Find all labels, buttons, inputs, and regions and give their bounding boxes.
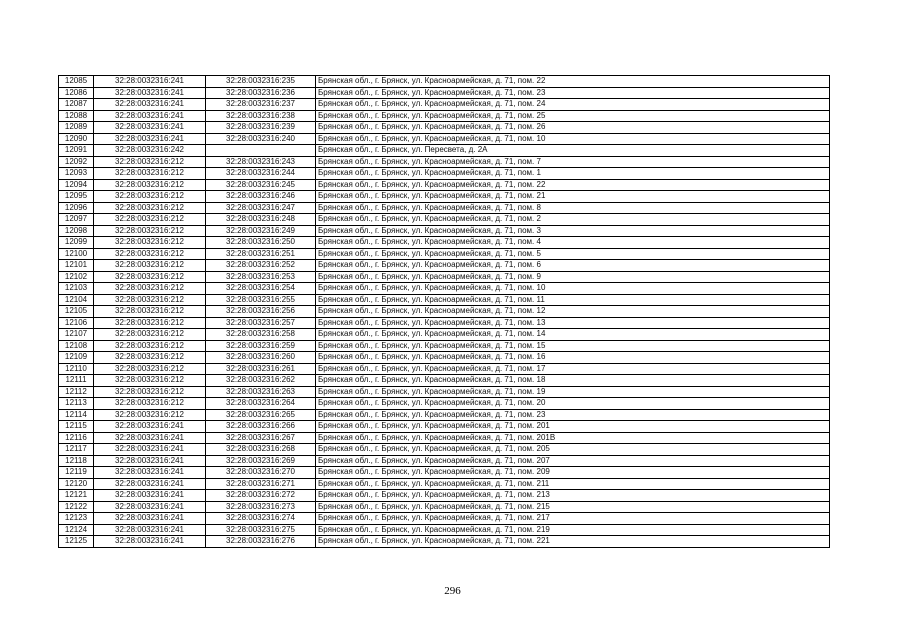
parent-cadastral-number-cell: 32:28:0032316:212	[94, 214, 206, 226]
address-cell: Брянская обл., г. Брянск, ул. Красноармейская, д. 71, пом. 3	[316, 225, 830, 237]
row-number-cell: 12106	[59, 317, 94, 329]
parent-cadastral-number-cell: 32:28:0032316:242	[94, 145, 206, 157]
cadastral-number-cell: 32:28:0032316:258	[206, 329, 316, 341]
cadastral-number-cell: 32:28:0032316:254	[206, 283, 316, 295]
row-number-cell: 12113	[59, 398, 94, 410]
address-cell: Брянская обл., г. Брянск, ул. Красноармейская, д. 71, пом. 10	[316, 283, 830, 295]
cadastral-number-cell: 32:28:0032316:252	[206, 260, 316, 272]
row-number-cell: 12108	[59, 340, 94, 352]
cadastral-number-cell: 32:28:0032316:262	[206, 375, 316, 387]
row-number-cell: 12094	[59, 179, 94, 191]
cadastral-number-cell: 32:28:0032316:249	[206, 225, 316, 237]
cadastral-number-cell: 32:28:0032316:245	[206, 179, 316, 191]
address-cell: Брянская обл., г. Брянск, ул. Красноармейская, д. 71, пом. 4	[316, 237, 830, 249]
row-number-cell: 12087	[59, 99, 94, 111]
cadastral-number-cell: 32:28:0032316:255	[206, 294, 316, 306]
row-number-cell: 12111	[59, 375, 94, 387]
row-number-cell: 12098	[59, 225, 94, 237]
cadastral-number-cell: 32:28:0032316:235	[206, 76, 316, 88]
cadastral-number-cell: 32:28:0032316:274	[206, 513, 316, 525]
cadastral-number-cell: 32:28:0032316:247	[206, 202, 316, 214]
cadastral-number-cell: 32:28:0032316:257	[206, 317, 316, 329]
parent-cadastral-number-cell: 32:28:0032316:212	[94, 248, 206, 260]
cadastral-number-cell: 32:28:0032316:251	[206, 248, 316, 260]
table-row	[59, 329, 830, 341]
cadastral-number-cell: 32:28:0032316:269	[206, 455, 316, 467]
cadastral-number-cell: 32:28:0032316:244	[206, 168, 316, 180]
parent-cadastral-number-cell: 32:28:0032316:241	[94, 76, 206, 88]
address-cell: Брянская обл., г. Брянск, ул. Красноармейская, д. 71, пом. 217	[316, 513, 830, 525]
row-number-cell: 12114	[59, 409, 94, 421]
table-row	[59, 214, 830, 226]
address-cell: Брянская обл., г. Брянск, ул. Красноармейская, д. 71, пом. 215	[316, 501, 830, 513]
cadastral-number-cell: 32:28:0032316:271	[206, 478, 316, 490]
parent-cadastral-number-cell: 32:28:0032316:212	[94, 398, 206, 410]
address-cell: Брянская обл., г. Брянск, ул. Красноармейская, д. 71, пом. 11	[316, 294, 830, 306]
parent-cadastral-number-cell: 32:28:0032316:212	[94, 386, 206, 398]
cadastral-number-cell: 32:28:0032316:260	[206, 352, 316, 364]
table-row	[59, 237, 830, 249]
table-row	[59, 87, 830, 99]
cadastral-number-cell: 32:28:0032316:240	[206, 133, 316, 145]
address-cell: Брянская обл., г. Брянск, ул. Красноармейская, д. 71, пом. 25	[316, 110, 830, 122]
address-cell: Брянская обл., г. Брянск, ул. Пересвета, д. 2А	[316, 145, 830, 157]
address-cell: Брянская обл., г. Брянск, ул. Красноармейская, д. 71, пом. 24	[316, 99, 830, 111]
cadastral-number-cell: 32:28:0032316:238	[206, 110, 316, 122]
cadastral-number-cell: 32:28:0032316:272	[206, 490, 316, 502]
address-cell: Брянская обл., г. Брянск, ул. Красноармейская, д. 71, пом. 9	[316, 271, 830, 283]
parent-cadastral-number-cell: 32:28:0032316:212	[94, 202, 206, 214]
row-number-cell: 12101	[59, 260, 94, 272]
table-row	[59, 375, 830, 387]
row-number-cell: 12095	[59, 191, 94, 203]
row-number-cell: 12105	[59, 306, 94, 318]
row-number-cell: 12119	[59, 467, 94, 479]
table-row	[59, 248, 830, 260]
address-cell: Брянская обл., г. Брянск, ул. Красноармейская, д. 71, пом. 6	[316, 260, 830, 272]
address-cell: Брянская обл., г. Брянск, ул. Красноармейская, д. 71, пом. 23	[316, 409, 830, 421]
table-row	[59, 501, 830, 513]
cadastral-number-cell: 32:28:0032316:237	[206, 99, 316, 111]
row-number-cell: 12100	[59, 248, 94, 260]
cadastral-number-cell: 32:28:0032316:265	[206, 409, 316, 421]
cadastral-number-cell: 32:28:0032316:236	[206, 87, 316, 99]
address-cell: Брянская обл., г. Брянск, ул. Красноармейская, д. 71, пом. 5	[316, 248, 830, 260]
cadastral-number-cell: 32:28:0032316:243	[206, 156, 316, 168]
parent-cadastral-number-cell: 32:28:0032316:241	[94, 444, 206, 456]
cadastral-number-cell: 32:28:0032316:264	[206, 398, 316, 410]
row-number-cell: 12110	[59, 363, 94, 375]
cadastral-number-cell: 32:28:0032316:256	[206, 306, 316, 318]
address-cell: Брянская обл., г. Брянск, ул. Красноармейская, д. 71, пом. 1	[316, 168, 830, 180]
parent-cadastral-number-cell: 32:28:0032316:212	[94, 340, 206, 352]
page-number: 296	[444, 585, 461, 597]
table-row	[59, 179, 830, 191]
parent-cadastral-number-cell: 32:28:0032316:241	[94, 110, 206, 122]
address-cell: Брянская обл., г. Брянск, ул. Красноармейская, д. 71, пом. 23	[316, 87, 830, 99]
row-number-cell: 12099	[59, 237, 94, 249]
row-number-cell: 12115	[59, 421, 94, 433]
cadastral-number-cell: 32:28:0032316:267	[206, 432, 316, 444]
table-row	[59, 145, 830, 157]
table-row	[59, 444, 830, 456]
address-cell: Брянская обл., г. Брянск, ул. Красноармейская, д. 71, пом. 209	[316, 467, 830, 479]
parent-cadastral-number-cell: 32:28:0032316:212	[94, 225, 206, 237]
table-row	[59, 386, 830, 398]
address-cell: Брянская обл., г. Брянск, ул. Красноармейская, д. 71, пом. 18	[316, 375, 830, 387]
cadastral-number-cell: 32:28:0032316:250	[206, 237, 316, 249]
parent-cadastral-number-cell: 32:28:0032316:241	[94, 421, 206, 433]
table-row	[59, 156, 830, 168]
parent-cadastral-number-cell: 32:28:0032316:241	[94, 490, 206, 502]
address-cell: Брянская обл., г. Брянск, ул. Красноармейская, д. 71, пом. 213	[316, 490, 830, 502]
parent-cadastral-number-cell: 32:28:0032316:212	[94, 179, 206, 191]
table-row	[59, 294, 830, 306]
table-row	[59, 317, 830, 329]
parent-cadastral-number-cell: 32:28:0032316:212	[94, 283, 206, 295]
table-row	[59, 76, 830, 88]
address-cell: Брянская обл., г. Брянск, ул. Красноармейская, д. 71, пом. 22	[316, 179, 830, 191]
cadastral-number-cell: 32:28:0032316:275	[206, 524, 316, 536]
cadastral-number-cell: 32:28:0032316:253	[206, 271, 316, 283]
parent-cadastral-number-cell: 32:28:0032316:241	[94, 122, 206, 134]
table-row	[59, 133, 830, 145]
row-number-cell: 12109	[59, 352, 94, 364]
parent-cadastral-number-cell: 32:28:0032316:241	[94, 455, 206, 467]
row-number-cell: 12102	[59, 271, 94, 283]
row-number-cell: 12118	[59, 455, 94, 467]
table-row	[59, 168, 830, 180]
row-number-cell: 12112	[59, 386, 94, 398]
address-cell: Брянская обл., г. Брянск, ул. Красноармейская, д. 71, пом. 2	[316, 214, 830, 226]
cadastral-number-cell: 32:28:0032316:248	[206, 214, 316, 226]
parent-cadastral-number-cell: 32:28:0032316:212	[94, 156, 206, 168]
address-cell: Брянская обл., г. Брянск, ул. Красноармейская, д. 71, пом. 14	[316, 329, 830, 341]
cadastral-number-cell: 32:28:0032316:268	[206, 444, 316, 456]
cadastral-number-cell: 32:28:0032316:266	[206, 421, 316, 433]
row-number-cell: 12086	[59, 87, 94, 99]
parent-cadastral-number-cell: 32:28:0032316:212	[94, 168, 206, 180]
table-row	[59, 513, 830, 525]
registry-table-body	[59, 76, 830, 548]
parent-cadastral-number-cell: 32:28:0032316:212	[94, 271, 206, 283]
table-row	[59, 225, 830, 237]
table-row	[59, 202, 830, 214]
parent-cadastral-number-cell: 32:28:0032316:241	[94, 478, 206, 490]
row-number-cell: 12125	[59, 536, 94, 548]
parent-cadastral-number-cell: 32:28:0032316:241	[94, 87, 206, 99]
table-row	[59, 490, 830, 502]
cadastral-number-cell	[206, 145, 316, 157]
address-cell: Брянская обл., г. Брянск, ул. Красноармейская, д. 71, пом. 17	[316, 363, 830, 375]
address-cell: Брянская обл., г. Брянск, ул. Красноармейская, д. 71, пом. 7	[316, 156, 830, 168]
row-number-cell: 12116	[59, 432, 94, 444]
row-number-cell: 12093	[59, 168, 94, 180]
address-cell: Брянская обл., г. Брянск, ул. Красноармейская, д. 71, пом. 16	[316, 352, 830, 364]
row-number-cell: 12088	[59, 110, 94, 122]
address-cell: Брянская обл., г. Брянск, ул. Красноармейская, д. 71, пом. 15	[316, 340, 830, 352]
row-number-cell: 12096	[59, 202, 94, 214]
table-row	[59, 352, 830, 364]
address-cell: Брянская обл., г. Брянск, ул. Красноармейская, д. 71, пом. 207	[316, 455, 830, 467]
parent-cadastral-number-cell: 32:28:0032316:212	[94, 191, 206, 203]
address-cell: Брянская обл., г. Брянск, ул. Красноармейская, д. 71, пом. 12	[316, 306, 830, 318]
address-cell: Брянская обл., г. Брянск, ул. Красноармейская, д. 71, пом. 219	[316, 524, 830, 536]
cadastral-number-cell: 32:28:0032316:273	[206, 501, 316, 513]
cadastral-number-cell: 32:28:0032316:263	[206, 386, 316, 398]
table-row	[59, 455, 830, 467]
row-number-cell: 12124	[59, 524, 94, 536]
parent-cadastral-number-cell: 32:28:0032316:212	[94, 260, 206, 272]
address-cell: Брянская обл., г. Брянск, ул. Красноармейская, д. 71, пом. 13	[316, 317, 830, 329]
parent-cadastral-number-cell: 32:28:0032316:241	[94, 536, 206, 548]
address-cell: Брянская обл., г. Брянск, ул. Красноармейская, д. 71, пом. 20	[316, 398, 830, 410]
parent-cadastral-number-cell: 32:28:0032316:212	[94, 329, 206, 341]
address-cell: Брянская обл., г. Брянск, ул. Красноармейская, д. 71, пом. 22	[316, 76, 830, 88]
parent-cadastral-number-cell: 32:28:0032316:212	[94, 306, 206, 318]
parent-cadastral-number-cell: 32:28:0032316:241	[94, 467, 206, 479]
parent-cadastral-number-cell: 32:28:0032316:212	[94, 317, 206, 329]
table-row	[59, 283, 830, 295]
row-number-cell: 12121	[59, 490, 94, 502]
row-number-cell: 12107	[59, 329, 94, 341]
parent-cadastral-number-cell: 32:28:0032316:212	[94, 409, 206, 421]
parent-cadastral-number-cell: 32:28:0032316:212	[94, 375, 206, 387]
table-row	[59, 191, 830, 203]
address-cell: Брянская обл., г. Брянск, ул. Красноармейская, д. 71, пом. 19	[316, 386, 830, 398]
address-cell: Брянская обл., г. Брянск, ул. Красноармейская, д. 71, пом. 21	[316, 191, 830, 203]
table-row	[59, 398, 830, 410]
address-cell: Брянская обл., г. Брянск, ул. Красноармейская, д. 71, пом. 10	[316, 133, 830, 145]
table-row	[59, 524, 830, 536]
row-number-cell: 12117	[59, 444, 94, 456]
table-row	[59, 421, 830, 433]
address-cell: Брянская обл., г. Брянск, ул. Красноармейская, д. 71, пом. 205	[316, 444, 830, 456]
row-number-cell: 12122	[59, 501, 94, 513]
table-row	[59, 432, 830, 444]
table-row	[59, 478, 830, 490]
table-row	[59, 536, 830, 548]
parent-cadastral-number-cell: 32:28:0032316:241	[94, 513, 206, 525]
row-number-cell: 12123	[59, 513, 94, 525]
table-row	[59, 306, 830, 318]
address-cell: Брянская обл., г. Брянск, ул. Красноармейская, д. 71, пом. 8	[316, 202, 830, 214]
row-number-cell: 12120	[59, 478, 94, 490]
address-cell: Брянская обл., г. Брянск, ул. Красноармейская, д. 71, пом. 26	[316, 122, 830, 134]
row-number-cell: 12085	[59, 76, 94, 88]
address-cell: Брянская обл., г. Брянск, ул. Красноармейская, д. 71, пом. 201В	[316, 432, 830, 444]
cadastral-number-cell: 32:28:0032316:259	[206, 340, 316, 352]
row-number-cell: 12089	[59, 122, 94, 134]
row-number-cell: 12091	[59, 145, 94, 157]
parent-cadastral-number-cell: 32:28:0032316:241	[94, 524, 206, 536]
parent-cadastral-number-cell: 32:28:0032316:212	[94, 352, 206, 364]
table-row	[59, 271, 830, 283]
cadastral-number-cell: 32:28:0032316:239	[206, 122, 316, 134]
table-row	[59, 122, 830, 134]
row-number-cell: 12092	[59, 156, 94, 168]
address-cell: Брянская обл., г. Брянск, ул. Красноармейская, д. 71, пом. 201	[316, 421, 830, 433]
parent-cadastral-number-cell: 32:28:0032316:241	[94, 99, 206, 111]
row-number-cell: 12097	[59, 214, 94, 226]
parent-cadastral-number-cell: 32:28:0032316:241	[94, 133, 206, 145]
address-cell: Брянская обл., г. Брянск, ул. Красноармейская, д. 71, пом. 221	[316, 536, 830, 548]
cadastral-number-cell: 32:28:0032316:276	[206, 536, 316, 548]
table-row	[59, 340, 830, 352]
cadastral-number-cell: 32:28:0032316:246	[206, 191, 316, 203]
table-row	[59, 409, 830, 421]
parent-cadastral-number-cell: 32:28:0032316:212	[94, 363, 206, 375]
parent-cadastral-number-cell: 32:28:0032316:241	[94, 501, 206, 513]
address-cell: Брянская обл., г. Брянск, ул. Красноармейская, д. 71, пом. 211	[316, 478, 830, 490]
parent-cadastral-number-cell: 32:28:0032316:241	[94, 432, 206, 444]
row-number-cell: 12103	[59, 283, 94, 295]
table-row	[59, 99, 830, 111]
table-row	[59, 260, 830, 272]
table-row	[59, 363, 830, 375]
registry-table	[58, 75, 830, 548]
table-row	[59, 110, 830, 122]
row-number-cell: 12090	[59, 133, 94, 145]
parent-cadastral-number-cell: 32:28:0032316:212	[94, 237, 206, 249]
cadastral-number-cell: 32:28:0032316:261	[206, 363, 316, 375]
cadastral-number-cell: 32:28:0032316:270	[206, 467, 316, 479]
row-number-cell: 12104	[59, 294, 94, 306]
parent-cadastral-number-cell: 32:28:0032316:212	[94, 294, 206, 306]
table-row	[59, 467, 830, 479]
